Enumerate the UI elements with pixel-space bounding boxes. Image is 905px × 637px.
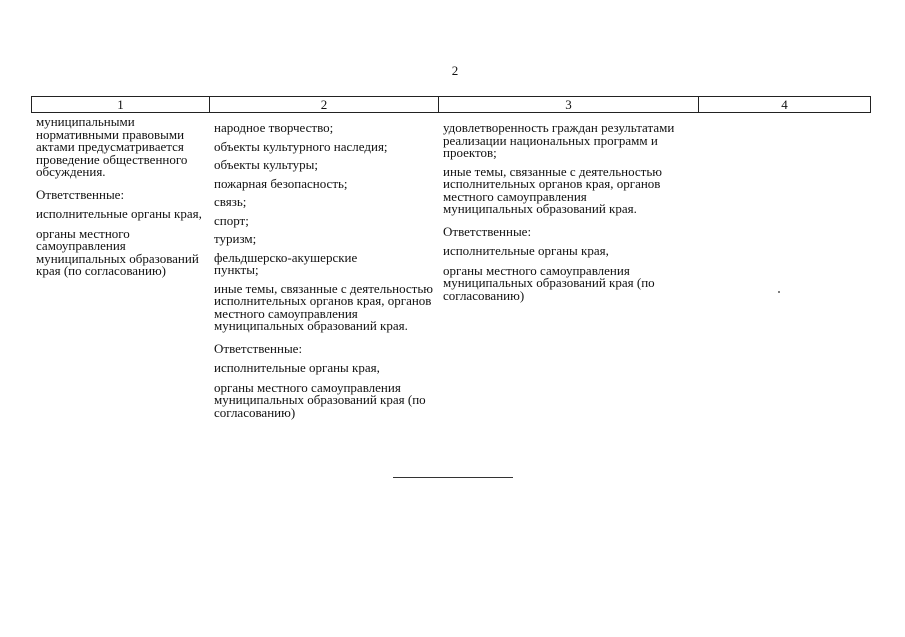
footer-rule (393, 477, 513, 478)
col2-item: иные темы, связанные с деятельностью исполнительных органов края, органов местного самоуправления муниципальных образований края. (214, 280, 433, 333)
col2-item: спорт; (214, 212, 249, 228)
column-2-content (214, 122, 436, 419)
column-header-4: 4 (781, 97, 788, 112)
table-header-row (31, 96, 871, 113)
col2-item: фельдшерско-акушерские пункты; (214, 249, 358, 277)
col3-item: удовлетворенность граждан результатами реализации национальных программ и проектов; (443, 120, 675, 160)
col1-paragraph: муниципальными нормативными правовыми актами предусматривается проведение общественного обсуждения. (36, 114, 188, 179)
col2-item: народное творчество; (214, 120, 334, 135)
col2-item: объекты культурного наследия; (214, 138, 388, 154)
col1-responsible-item: исполнительные органы края, (36, 206, 202, 221)
scan-speck (778, 291, 780, 293)
column-3-content (443, 122, 697, 302)
col3-responsible-item: исполнительные органы края, (443, 243, 609, 258)
col1-responsible-item: органы местного самоуправления муниципальных образований края (по согласованию) (36, 225, 199, 278)
page-number: 2 (451, 63, 459, 78)
col3-item: иные темы, связанные с деятельностью исполнительных органов края, органов местного самоуправления муниципальных образований края. (443, 163, 662, 216)
col2-item: пожарная безопасность; (214, 175, 348, 191)
col2-item: туризм; (214, 231, 257, 246)
col1-responsible-heading: Ответственные: (36, 186, 125, 202)
col2-item: объекты культуры; (214, 157, 318, 172)
column-1-content (36, 116, 208, 278)
col2-responsible-item: органы местного самоуправления муниципальных образований края (по согласованию) (214, 379, 426, 420)
col2-responsible-item: исполнительные органы края, (214, 360, 380, 375)
col2-item: связь; (214, 194, 247, 209)
col3-responsible-heading: Ответственные: (443, 223, 532, 239)
column-header-3: 3 (439, 97, 699, 112)
column-header-2: 2 (210, 97, 439, 112)
col2-responsible-heading: Ответственные: (214, 340, 303, 356)
col3-responsible-item: органы местного самоуправления муниципальных образований края (по согласованию) (443, 262, 655, 303)
column-header-1: 1 (32, 97, 210, 112)
